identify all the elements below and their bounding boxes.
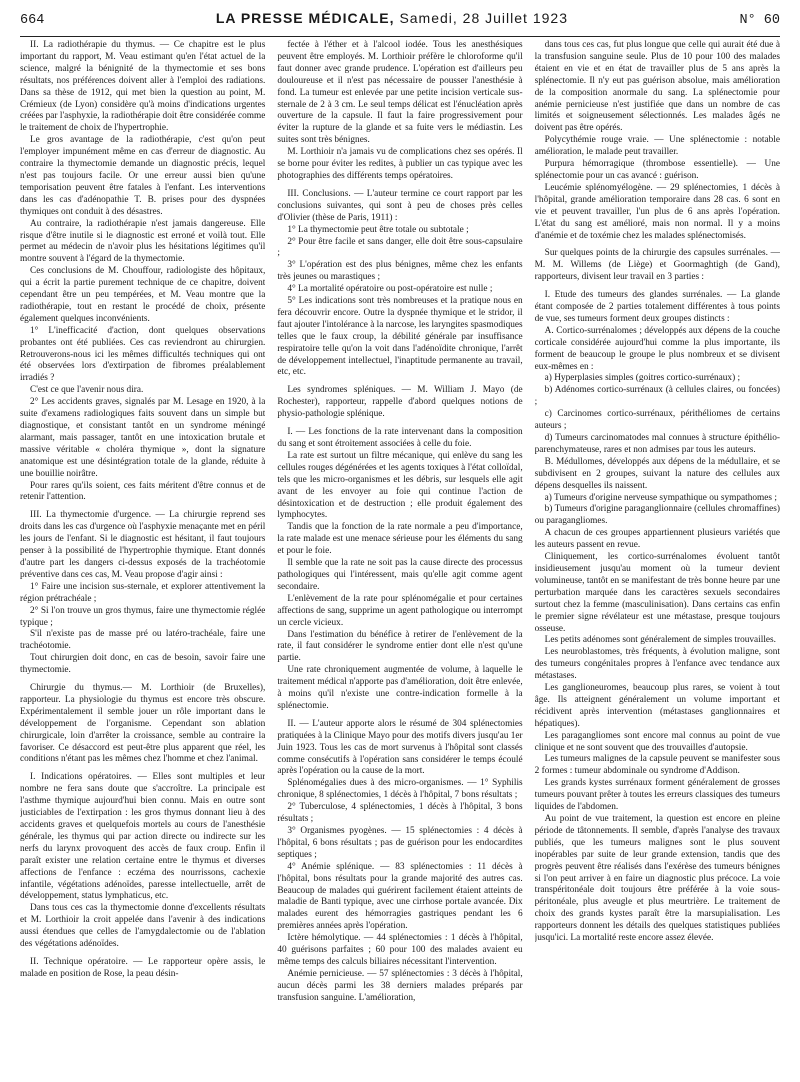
paragraph: Sur quelques points de la chirurgie des capsules surrénales. — M. M. Willems (de Liège) et Goormaghtigh (de Gand), rapporteurs, divisent leur travail en 3 parties : — [534, 248, 780, 283]
paragraph: fectée à l'éther et à l'alcool iodée. Tous les anesthésiques peuvent être employés. M. Lorthioir préfère le chloroforme qu'il faut donner avec grande prudence. L'opération est d'ailleurs peu douloureuse et il n'est pas nécessaire de pousser l'anesthésie à fond. La tumeur est enlevée par une petite incision verticale sus-sternale de 2 à 3 cm. Le seul temps délicat est l'énucléation après ouverture de la capsule. Il faut la faire progressivement pour éviter la rupture de la glande et sa fuite vers le médiastin. Les suites sont très bénignes. — [277, 40, 523, 146]
paragraph: b) Adénomes cortico-surrénaux (à cellules claires, ou foncées) ; — [534, 385, 780, 408]
paragraph: Chirurgie du thymus.— M. Lorthioir (de Bruxelles), rapporteur. La physiologie du thymus est encore très obscure. Expérimentalement il semble jouer un rôle important dans le développement de l'organisme. Cependant son ablation chirurgicale, loin d'arrêter la croissance, semble au contraire la favoriser. Ce désaccord est peut-être plus apparent que réel, les conditions n'étant pas les mêmes chez l'homme et chez l'animal. — [20, 683, 266, 765]
paragraph: II. Technique opératoire. — Le rapporteur opère assis, le malade en position de Rose, la peau désin- — [20, 956, 266, 979]
paragraph: Splénomégalies dues à des micro-organismes. — 1° Syphilis chronique, 8 splénectomies, 1 décès à l'hôpital, 7 bons résultats ; — [277, 778, 523, 801]
paragraph: Les grands kystes surrénaux forment généralement de grosses tumeurs pouvant prêter à toutes les erreurs classiques des tumeurs liquides de l'abdomen. — [534, 778, 780, 813]
paragraph: d) Tumeurs carcinomatodes mal connues à structure épithélio-parenchymateuse, rares et non admises par tous les auteurs. — [534, 433, 780, 455]
journal-name: LA PRESSE MÉDICALE, — [215, 10, 395, 26]
paragraph: Tout chirurgien doit donc, en cas de besoin, savoir faire une thymectomie. — [20, 653, 266, 676]
paragraph: Les petits adénomes sont généralement de simples trouvailles. — [544, 635, 776, 646]
paragraph: Dans tous ces cas la thymectomie donne d'excellents résultats et M. Lorthioir la croit appelée dans l'avenir à des indications aussi étendues que celles de l'amygdalectomie ou de l'ablation des végétations adénoïdes. — [20, 903, 266, 950]
column-1 — [20, 40, 265, 1076]
paragraph: Les syndromes spléniques. — M. William J. Mayo (de Rochester), rapporteur, rappelle d'abord quelques notions de physio-pathologie splénique. — [277, 385, 523, 420]
paragraph: Anémie pernicieuse. — 57 splénectomies : 3 décès à l'hôpital, aucun décès parmi les 38 derniers malades préparés par transfusion sanguine. L'amélioration, — [277, 968, 523, 1003]
page-header — [20, 10, 780, 37]
page-number: 664 — [20, 13, 45, 28]
paragraph: I. — Les fonctions de la rate intervenant dans la composition du sang et sont étroitement associées à celle du foie. — [277, 427, 523, 449]
paragraph: I. Etude des tumeurs des glandes surrénales. — La glande étant composée de 2 parties totalement différentes à tous points de vue, ses tumeurs forment deux groupes distincts : — [534, 290, 780, 324]
paragraph: 4° La mortalité opératoire ou post-opératoire est nulle ; — [287, 284, 493, 295]
paragraph: II. — L'auteur apporte alors le résumé de 304 splénectomies pratiquées à la Clinique Mayo pour des motifs divers jusqu'au 1er Juin 1923. Tous les cas de mort survenus à l'hôpital sont classés comme consécutifs à l'opération sans considérer le temps écoulé après l'opération ou la cause de la mort. — [277, 718, 523, 777]
paragraph: Au point de vue traitement, la question est encore en pleine période de tâtonnements. Il semble, d'après l'analyse des travaux publiés, que les tumeurs malignes sont le plus souvent inopérables par suite de leur grande extension, tandis que des progrès peuvent être réalisés dans l'exérèse des tumeurs bénignes si l'on peut arriver à en faire un diagnostic plus précoce. La voie transpéritonéale doit toujours être préférée à la voie sous-péritonéale, plus aveugle et plus meurtrière. Le traitement de choix des grands kystes paraît être la marsupialisation. Les rapporteurs donnent les détails des quelques statistiques publiées jusqu'ici. La mortalité reste encore assez élevée. — [534, 814, 780, 944]
paragraph: 1° L'inefficacité d'action, dont quelques observations probantes ont été publiées. Ces cas reviendront au chirurgien. Retrouverons-nous ici les mêmes difficultés techniques qui ont été observées lors d'extirpation de fibromes préalablement irradiés ? — [20, 325, 266, 384]
paragraph: A. Cortico-surrénalomes ; développés aux dépens de la couche corticale considérée aujourd'hui comme la plus importante, ils forment de beaucoup le groupe le plus nombreux et se divisent eux-mêmes en : — [534, 325, 780, 372]
paragraph: 2° Si l'on trouve un gros thymus, faire une thymectomie réglée typique ; — [20, 605, 266, 628]
paragraph: a) Tumeurs d'origine nerveuse sympathique ou sympathomes ; — [544, 492, 777, 503]
paragraph: 2° Pour être facile et sans danger, elle doit être sous-capsulaire ; — [277, 236, 523, 259]
paragraph: C'est ce que l'avenir nous dira. — [30, 385, 144, 396]
paragraph: Les paragangliomes sont encore mal connus au point de vue clinique et ne sont souvent que des trouvailles d'autopsie. — [534, 730, 780, 753]
paragraph: Le gros avantage de la radiothérapie, c'est qu'on peut l'employer impunément même en cas d'erreur de diagnostic. Au contraire la thymectomie demande un diagnostic précis, lequel n'est pas toujours facile. Or une erreur aussi bien qu'une temporisation peuvent être fatales à l'enfant. Les interventions dans les cas d'adénopathie T. B. prises pour des dyspnées thymiques ont conduit à des désastres. — [20, 135, 266, 217]
paragraph: c) Carcinomes cortico-surrénaux, périthéliomes de certains auteurs ; — [534, 409, 780, 432]
paragraph: A chacun de ces groupes appartiennent plusieurs variétés que les auteurs passent en revue. — [534, 528, 780, 551]
paragraph: Purpura hémorragique (thrombose essentielle). — Une splénectomie pour un cas avancé : guérison. — [534, 159, 780, 181]
paragraph: III. La thymectomie d'urgence. — La chirurgie reprend ses droits dans les cas d'urgence où l'asphyxie menaçante met en péril les jours de l'enfant. Si le diagnostic est hésitant, il faut toujours penser à la possibilité de l'hypertrophie thymique. Etant donnés d'autre part les dangers ci-dessus exposés de la trachéotomie préventive dans ces cas, M. Veau propose d'agir ainsi : — [20, 510, 266, 580]
paragraph: Une rate chroniquement augmentée de volume, à laquelle le traitement médical n'apporte pas d'amélioration, doit être enlevée, à moins qu'il n'existe une contre-indication formelle à la splénectomie. — [277, 665, 523, 711]
paragraph: Ces conclusions de M. Chouffour, radiologiste des hôpitaux, qui a écrit la partie purement technique de ce chapitre, doivent cependant être un peu tempérées, et M. Veau montre que la radiothérapie, tout en restant le procédé de choix, présente également quelques inconvénients. — [20, 266, 266, 324]
paragraph: L'enlèvement de la rate pour splénomégalie et pour certaines affections de sang, supprime un agent pathologique ou interrompt un cercle vicieux. — [277, 593, 523, 628]
paragraph: B. Médullomes, développés aux dépens de la médullaire, et se subdivisent en 2 groupes, suivant la nature des cellules aux dépens desquelles ils naissent. — [534, 456, 780, 491]
paragraph: 1° Faire une incision sus-sternale, et explorer attentivement la région prétrachéale ; — [20, 581, 266, 604]
paragraph: Les tumeurs malignes de la capsule peuvent se manifester sous 2 formes : tumeur abdominale ou syndrome d'Addison. — [534, 754, 780, 777]
paragraph: M. Lorthioir n'a jamais vu de complications chez ses opérés. Il se borne pour éviter les redites, à publier un cas typique avec les photographies des différents temps opératoires. — [277, 147, 523, 181]
paragraph: I. Indications opératoires. — Elles sont multiples et leur nombre ne fera sans doute que s'accroître. La principale est l'asthme thymique aujourd'hui bien connu. Mais en outre sont justiciables de l'extirpation : les gros thymus donnant lieu à des accidents graves et quelquefois mortels au cours de l'anesthésie générale, les thymus qui par action directe ou indirecte sur les nerfs du larynx provoquent des accès de faux croup. Enfin il paraît exister une relation certaine entre le thymus et diverses affections de l'enfance : eczéma des nourrissons, cachexie infantile, végétations adénoïdes, paresse intellectuelle, arrêt de développement, status lymphaticus, etc. — [20, 772, 266, 902]
paragraph: III. Conclusions. — L'auteur termine ce court rapport par les conclusions suivantes, qui sont à peu de choses près celles d'Olivier (thèse de Paris, 1911) : — [277, 188, 523, 223]
paragraph: 4° Anémie splénique. — 83 splénectomies : 11 décès à l'hôpital, bons résultats pour la grande majorité des autres cas. Beaucoup de malades qui guérirent facilement étaient atteints de maladie de Banti typique, avec une cirrhose portale avancée. Dix malades eurent des hémorragies gastriques pendant les 6 premières années après l'opération. — [277, 861, 523, 932]
issue-number: N° 60 — [739, 13, 780, 28]
paragraph: Il semble que la rate ne soit pas la cause directe des processus pathologiques qui l'intéressent, mais qu'elle agit comme agent secondaire. — [277, 558, 523, 592]
paragraph: Les neuroblastomes, très fréquents, à évolution maligne, sont des tumeurs congénitales propres à l'enfance avec tendance aux métastases. — [534, 647, 780, 682]
issue-date: Samedi, 28 Juillet 1923 — [399, 10, 568, 26]
column-3 — [535, 40, 780, 1076]
paragraph: a) Hyperplasies simples (goitres cortico-surrénaux) ; — [544, 373, 741, 384]
column-2 — [277, 40, 522, 1076]
paragraph: Les ganglioneuromes, beaucoup plus rares, se voient à tout âge. Ils atteignent généralement un volume important et récidivent après intervention (métastases ganglionnaires et hépatiques). — [534, 683, 780, 729]
paragraph: Au contraire, la radiothérapie n'est jamais dangereuse. Elle risque d'être inutile si le diagnostic est erroné et voilà tout. Elle permet au médecin de n'avoir plus les hésitations légitimes qu'il montre souvent à l'égard de la thymectomie. — [20, 218, 266, 265]
paragraph: S'il n'existe pas de masse pré ou latéro-trachéale, faire une trachéotomie. — [20, 629, 266, 652]
paragraph: 1° La thymectomie peut être totale ou subtotale ; — [287, 224, 469, 235]
paragraph: Dans l'estimation du bénéfice à retirer de l'enlèvement de la rate, il faut considérer le syndrome entier dont elle n'est qu'une partie. — [277, 629, 523, 664]
paragraph: 3° L'opération est des plus bénignes, même chez les enfants très jeunes ou marastiques ; — [277, 260, 523, 283]
paragraph: b) Tumeurs d'origine paraganglionnaire (cellules chromaffines) ou paragangliomes. — [534, 504, 780, 527]
paragraph: Ictère hémolytique. — 44 splénectomies : 1 décès à l'hôpital, 40 guérisons parfaites ; 60 pour 100 des malades avaient eu même temps des calculs biliaires nécessitant l'intervention. — [277, 933, 523, 967]
paragraph: Pour rares qu'ils soient, ces faits méritent d'être connus et de retenir l'attention. — [20, 480, 266, 503]
paragraph: Leucémie splénomyélogène. — 29 splénectomies, 1 décès à l'hôpital, grande amélioration temporaire dans 28 cas. 6 sont en vie et peuvent travailler, l'un plus de 6 ans après l'opération. L'état du sang est amélioré, mais non normal. Il y a moins d'anémie et de toxémie chez les malades splénectomisés. — [534, 182, 780, 241]
paragraph: 2° Les accidents graves, signalés par M. Lesage en 1920, à la suite d'examens radiologiques faits souvent dans un simple but diagnostique, et consistant tantôt en un syndrome méningé alarmant, mais passager, tantôt en une intoxication brutale et massive véritable « choléra thymique », dont la signature anatomique est une désintégration totale de la glande, réduite à une bouillie noirâtre. — [20, 397, 266, 479]
paragraph: 2° Tuberculose, 4 splénectomies, 1 décès à l'hôpital, 3 bons résultats ; — [277, 802, 523, 825]
paragraph: 3° Organismes pyogènes. — 15 splénectomies : 4 décès à l'hôpital, 6 bons résultats ; pas de guérison pour les endocardites septiques ; — [277, 826, 523, 860]
text-columns — [20, 40, 780, 1076]
paragraph: 5° Les indications sont très nombreuses et la pratique nous en fera découvrir encore. Outre la dyspnée thymique et le stridor, il faut ajouter l'intolérance à la narcose, les laryngites spasmodiques telles que le faux croup, la débilité générale par insuffisance respiratoire telle qu'on la voit dans l'adénoïdite chronique, l'arrêt de développement intellectuel, l'inaptitude permanente au travail, etc, etc. — [277, 296, 523, 378]
paragraph: La rate est surtout un filtre mécanique, qui enlève du sang les cellules rouges dégénérées et les agents toxiques à l'état colloïdal, tels que les micro-organismes et les débris, sur lesquels elle agit avant de les envoyer au foie qui continue l'action de désintoxication et de destruction ; elle produit également des lymphocytes. — [277, 450, 523, 521]
paragraph: dans tous ces cas, fut plus longue que celle qui aurait été due à la transfusion sanguine seule. Plus de 10 pour 100 des malades étaient en vie et en état de travailler plus de 5 ans après la splénectomie. Il n'y eut pas guérison absolue, mais amélioration de la composition anormale du sang. La splénectomie pour anémie pernicieuse n'est justifiée que dans un nombre de cas limités et soigneusement sélectionnés. Les malades âgés ne doivent pas être opérés. — [534, 40, 780, 134]
paragraph: Polycythémie rouge vraie. — Une splénectomie : notable amélioration, le malade peut travailler. — [534, 135, 780, 158]
paragraph: Cliniquement, les cortico-surrénalomes évoluent tantôt insidieusement jusqu'au moment où la tumeur devient volumineuse, tantôt en se manifestant de très bonne heure par une perturbation marquée dans les caractères sexuels secondaires surtout chez la femme (masculinisation). Dans certains cas enfin le premier signe révélateur est une métastase, presque toujours osseuse. — [534, 552, 780, 634]
journal-title — [216, 10, 568, 26]
paragraph: II. La radiothérapie du thymus. — Ce chapitre est le plus important du rapport, M. Veau estimant qu'en l'état actuel de la science, malgré la bénignité de la thymectomie et ses bons résultats, nos préférences doivent aller à l'emploi des radiations. Dans sa thèse de 1912, qui met bien la question au point, M. Crémieux (de Lyon) considère qu'à moins d'indications urgentes créées par l'asphyxie, la radiothérapie doit être considérée comme le traitement de choix de l'hypertrophie. — [20, 40, 266, 134]
paragraph: Tandis que la fonction de la rate normale a peu d'importance, la rate malade est une menace sérieuse pour les éléments du sang et pour le foie. — [277, 522, 523, 557]
